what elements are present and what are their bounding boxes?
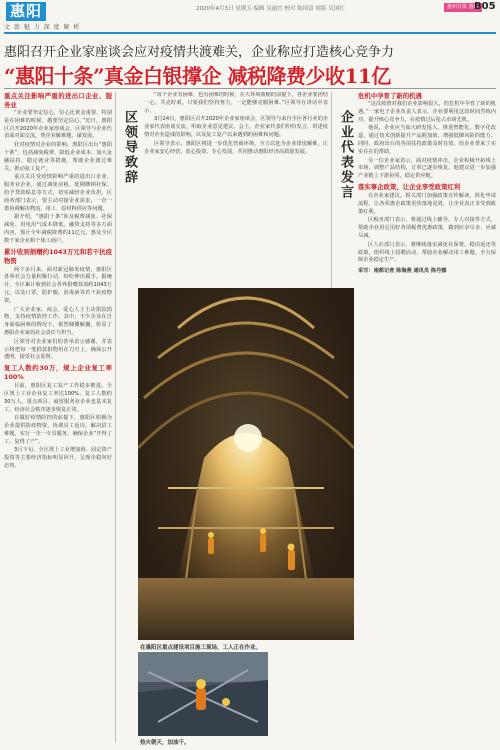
worker-illustration [138,652,268,736]
inset-photo [138,652,268,736]
right-section-title: 企业代表发言 [338,110,353,200]
paragraph: “企业要坚定信心，信心比黄金重要，特别是在困难的时候，越要坚定信心。”近日，惠阳区召开2020年企业家座谈会，区领导与企业代表面对面交流，帮企业解难题、谋发展。 [4,110,112,140]
paragraph: 目前，惠阳区复工复产工作稳步推进。全区规上工业企业复工率达100%，复工人数约30万人，重点项目、商贸服务业企业也基本复工，经济社会秩序逐步恢复正常。 [4,383,112,413]
inset-photo-caption: 热火朝天，加油干。 [140,740,190,746]
masthead-logo: 惠阳 [6,2,46,21]
middle-column [144,92,328,284]
headline-divider [4,88,496,89]
paragraph: 他说，企业应当加大研发投入，推进智能化、数字化改造，通过技术创新提升产品附加值，增强抵御风险的能力。同时，政府出台的各项扶持政策及时有效，给企业带来了实实在在的帮助。 [358,125,496,155]
paragraph: 针对疫情对企业的影响，惠阳区出台“惠阳十条”，包括减免税费、降低企业成本、加大金融扶持、稳定就业等措施，帮助企业渡过难关，推动复工复产。 [4,142,112,172]
paragraph: 区税务部门表示，将通过线上辅导、专人对接等方式，帮助企业用足用好各项税费优惠政策，做到应享尽享、应减尽减。 [358,217,496,239]
construction-photo [138,288,354,640]
main-headline: “惠阳十条”真金白银撑企 减税降费少收11亿 [4,64,391,88]
page-number: B05 [474,1,496,12]
tunnel-illustration [138,288,354,640]
section-tag: 惠州日报 惠阳 [444,3,482,12]
section-heading: 落实事企政策，让企业享受政策红利 [358,182,461,191]
main-photo-caption: 在惠阳区重点建设项目施工现场，工人正在作业。 [140,645,262,651]
left-column [4,92,112,742]
section-heading: 复工人数约30万，规上企业复工率100% [4,364,112,382]
paragraph: 广大企业家、商会、爱心人士主动捐款捐物，支持疫情防控工作。其中，不少企业在自身面临困难的情况下，依然慷慨解囊，彰显了惠阳企业家的社会责任与担当。 [4,306,112,336]
middle-section-title: 区领导致辞 [122,110,137,185]
paragraph: 两个多月来，面对新冠肺炎疫情，惠阳区各界社会力量积极行动，纷纷伸出援手。据统计，全区累计收到社会各界捐赠款项约1043万元，以及口罩、防护服、消毒液等若干抗疫物资。 [4,266,112,304]
masthead-rule [4,32,496,34]
paragraph: 据介绍，“惠阳十条”涉及税费减免、社保减免、用电用气成本降低、融资支持等多方面内容，预计全年减税降费约11亿元，惠及全区数千家企业和个体工商户。 [4,214,112,244]
paragraph: 区领导对企业家们的善举表示感谢，并表示将把每一笔捐款捐物用在刀刃上，确保公开透明，接受社会监督。 [4,338,112,361]
byline: 采写：南都记者 陈海燕 通讯员 陈丹娜 [358,268,447,275]
paragraph: 区领导表示，惠阳区将进一步优化营商环境，全力以赴为企业排忧解难，让企业家安心经营、放心投资、专心发展，共同推动惠阳经济高质量发展。 [144,140,328,155]
paragraph: “这次疫情对我们企业影响很大，但危机中孕育了新的机遇。”一家电子企业负责人表示，企业要利用这段时间苦练内功，提升核心竞争力，在疫情过后抢占市场先机。 [358,101,496,123]
paragraph: 区人社部门表示，将继续落实减免社保费、稳岗返还等政策，组织线上招聘活动，帮助企业解决用工难题，全力保障企业稳定生产。 [358,241,496,264]
right-lead-title: 危机中孕育了新的机遇 [358,92,422,100]
right-column [358,92,496,742]
masthead-slogan: 文 旅 魅 力 深 度 解 析 [4,24,81,31]
paragraph: 另一位企业家表示，面对疫情冲击，企业积极开拓线上市场，调整产品结构，订单已逐步恢复。他建议进一步加强产业链上下游协同，稳定供应链。 [358,157,496,180]
column-divider [115,92,116,742]
paragraph: 3月24日，惠阳区召开2020年企业家座谈会，区领导与来自全区各行业的企业家代表座谈交流，听取企业意见建议。会上，企业家代表们纷纷发言，讲述疫情对企业造成的影响，以及复工复产以来遇到的困难和问题。 [144,116,328,138]
left-lead-title: 重点关注影响严重的进出口企业、服务业 [4,92,112,109]
paragraph: “每个企业有困难，也有困难的时候，在大环境收缩的前提下，各企业要团结一心，共克时艰。只要我们坚持努力，一定能够克服困难。”区领导在讲话中表示。 [144,92,328,114]
section-heading: 累计收到捐赠约1043万元和若干抗疫物资 [4,247,112,265]
paragraph: 重点关注受疫情影响严重的进出口企业、服务业企业，通过减免房租、延期缴纳社保、给予贷款贴息等方式，切实减轻企业负担。区商务部门表示，要主动对接企业需求，一企一策协调解决物流、用工、原材料供应等问题。 [4,174,112,212]
paragraph: 3月下旬，全区规上工业增加值、固定资产投资等主要经济指标明显回升，呈现企稳向好态势。 [4,447,112,470]
kicker-headline: 惠阳召开企业家座谈会应对疫情共渡难关，企业称应打造核心竞争力 [4,45,395,60]
paragraph: 在做好疫情防控的前提下，惠阳区积极为企业提供防疫物资、协调员工返岗、解决招工难题，实行一企一专员服务，确保企业“开得了工、复得了产”。 [4,415,112,445]
page-meta: 2020年4月3日 星期五 编辑 吴丽宜 校对 陈国富 组版 吴国红 [196,6,345,12]
masthead [0,0,500,32]
paragraph: 有企业家建议，相关部门加强政策宣传解读，简化申请流程，让各项惠企政策更快落地见效，让企业真正享受到政策红利。 [358,192,496,215]
